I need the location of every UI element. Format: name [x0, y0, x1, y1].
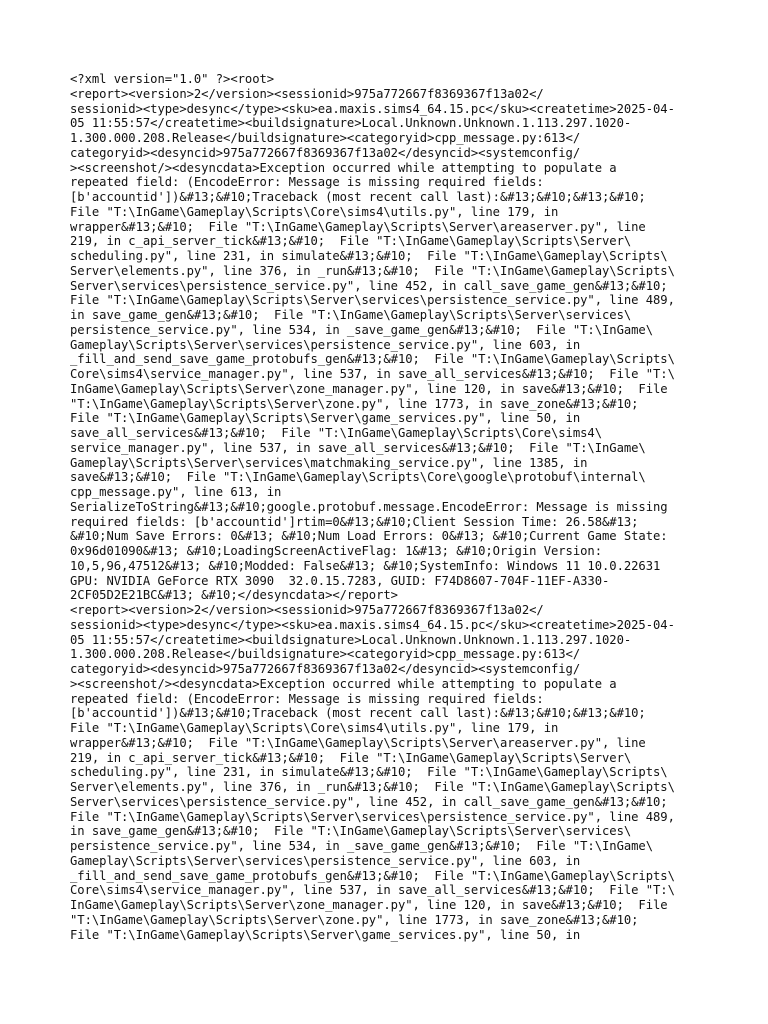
- text-line: &#10;Num Save Errors: 0&#13; &#10;Num Load Errors: 0&#13; &#10;Current Game State:: [70, 529, 668, 544]
- text-line: SerializeToString&#13;&#10;google.protobuf.message.EncodeError: Message is missing: [70, 499, 668, 514]
- text-line: 219, in c_api_server_tick&#13;&#10; File "T:\InGame\Gameplay\Scripts\Server\: [70, 750, 632, 765]
- text-line: File "T:\InGame\Gameplay\Scripts\Core\sims4\utils.py", line 179, in: [70, 204, 559, 219]
- text-line: [b'accountid'])&#13;&#10;Traceback (most recent call last):&#13;&#10;&#13;&#10;: [70, 190, 646, 204]
- text-line: persistence_service.py", line 534, in _save_game_gen&#13;&#10; File "T:\InGame\: [70, 322, 654, 337]
- text-line: Gameplay\Scripts\Server\services\matchmaking_service.py", line 1385, in: [70, 455, 588, 470]
- text-line: InGame\Gameplay\Scripts\Server\zone_manager.py", line 120, in save&#13;&#10; File: [70, 898, 668, 912]
- text-line: 10,5,96,47512&#13; &#10;Modded: False&#13; &#10;SystemInfo: Windows 11 10.0.22631: [70, 558, 661, 573]
- text-line: 1.300.000.208.Release</buildsignature><categoryid>cpp_message.py:613</: [70, 647, 581, 662]
- text-line: _fill_and_send_save_game_protobufs_gen&#13;&#10; File "T:\InGame\Gameplay\Scripts\: [70, 352, 675, 367]
- text-line: service_manager.py", line 537, in save_all_services&#13;&#10; File "T:\InGame\: [70, 440, 646, 455]
- text-line: repeated field: (EncodeError: Message is missing required fields:: [70, 691, 544, 706]
- text-line: 219, in c_api_server_tick&#13;&#10; File "T:\InGame\Gameplay\Scripts\Server\: [70, 234, 632, 249]
- text-line: Gameplay\Scripts\Server\services\persistence_service.py", line 603, in: [70, 853, 581, 868]
- text-line: scheduling.py", line 231, in simulate&#13;&#10; File "T:\InGame\Gameplay\Scripts\: [70, 249, 668, 263]
- text-line: save_all_services&#13;&#10; File "T:\InGame\Gameplay\Scripts\Core\sims4\: [70, 426, 602, 440]
- text-line: in save_game_gen&#13;&#10; File "T:\InGame\Gameplay\Scripts\Server\services\: [70, 308, 632, 322]
- text-line: <report><version>2</version><sessionid>975a772667f8369367f13a02</: [70, 86, 544, 101]
- text-line: Core\sims4\service_manager.py", line 537, in save_all_services&#13;&#10; File "T:\: [70, 883, 675, 898]
- text-line: in save_game_gen&#13;&#10; File "T:\InGame\Gameplay\Scripts\Server\services\: [70, 824, 632, 839]
- text-line: File "T:\InGame\Gameplay\Scripts\Server\game_services.py", line 50, in: [70, 927, 581, 942]
- text-line: cpp_message.py", line 613, in: [70, 485, 282, 499]
- text-line: _fill_and_send_save_game_protobufs_gen&#13;&#10; File "T:\InGame\Gameplay\Scripts\: [70, 868, 675, 883]
- text-line: categoryid><desyncid>975a772667f8369367f13a02</desyncid><systemconfig/: [70, 145, 581, 160]
- text-line: persistence_service.py", line 534, in _save_game_gen&#13;&#10; File "T:\InGame\: [70, 839, 654, 853]
- text-line: Server\services\persistence_service.py", line 452, in call_save_game_gen&#13;&#10;: [70, 794, 668, 809]
- text-line: Server\services\persistence_service.py", line 452, in call_save_game_gen&#13;&#10;: [70, 278, 668, 293]
- text-line: Server\elements.py", line 376, in _run&#13;&#10; File "T:\InGame\Gameplay\Scripts\: [70, 780, 675, 794]
- text-line: wrapper&#13;&#10; File "T:\InGame\Gameplay\Scripts\Server\areaserver.py", line: [70, 735, 646, 750]
- text-line: "T:\InGame\Gameplay\Scripts\Server\zone.py", line 1773, in save_zone&#13;&#10;: [70, 912, 639, 927]
- text-line: File "T:\InGame\Gameplay\Scripts\Server\services\persistence_service.py", line 489,: [70, 293, 675, 308]
- text-line: sessionid><type>desync</type><sku>ea.maxis.sims4_64.15.pc</sku><createtime>2025-04-: [70, 101, 675, 116]
- xml-log-text: [70, 72, 710, 942]
- text-line: 05 11:55:57</createtime><buildsignature>Local.Unknown.Unknown.1.113.297.1020-: [70, 632, 632, 647]
- text-line: Gameplay\Scripts\Server\services\persistence_service.py", line 603, in: [70, 337, 581, 352]
- text-line: InGame\Gameplay\Scripts\Server\zone_manager.py", line 120, in save&#13;&#10; File: [70, 381, 668, 396]
- text-line: 0x96d01090&#13; &#10;LoadingScreenActiveFlag: 1&#13; &#10;Origin Version:: [70, 544, 602, 558]
- text-line: [b'accountid'])&#13;&#10;Traceback (most recent call last):&#13;&#10;&#13;&#10;: [70, 706, 646, 721]
- text-line: Server\elements.py", line 376, in _run&#13;&#10; File "T:\InGame\Gameplay\Scripts\: [70, 263, 675, 278]
- text-line: 1.300.000.208.Release</buildsignature><categoryid>cpp_message.py:613</: [70, 131, 581, 145]
- text-line: 2CF05D2E21BC&#13; &#10;</desyncdata></report>: [70, 588, 398, 603]
- text-line: repeated field: (EncodeError: Message is missing required fields:: [70, 175, 544, 190]
- text-line: "T:\InGame\Gameplay\Scripts\Server\zone.py", line 1773, in save_zone&#13;&#10;: [70, 396, 639, 411]
- text-line: categoryid><desyncid>975a772667f8369367f13a02</desyncid><systemconfig/: [70, 662, 581, 676]
- text-line: wrapper&#13;&#10; File "T:\InGame\Gameplay\Scripts\Server\areaserver.py", line: [70, 219, 646, 234]
- text-line: ><screenshot/><desyncdata>Exception occurred while attempting to populate a: [70, 676, 617, 691]
- text-line: File "T:\InGame\Gameplay\Scripts\Server\services\persistence_service.py", line 489,: [70, 809, 675, 824]
- text-line: sessionid><type>desync</type><sku>ea.maxis.sims4_64.15.pc</sku><createtime>2025-04-: [70, 617, 675, 632]
- text-line: save&#13;&#10; File "T:\InGame\Gameplay\Scripts\Core\google\protobuf\internal\: [70, 470, 646, 485]
- text-line: <?xml version="1.0" ?><root>: [70, 72, 275, 86]
- text-line: Core\sims4\service_manager.py", line 537, in save_all_services&#13;&#10; File "T:\: [70, 367, 675, 381]
- text-line: 05 11:55:57</createtime><buildsignature>Local.Unknown.Unknown.1.113.297.1020-: [70, 116, 632, 131]
- text-line: File "T:\InGame\Gameplay\Scripts\Server\game_services.py", line 50, in: [70, 411, 581, 426]
- text-line: ><screenshot/><desyncdata>Exception occurred while attempting to populate a: [70, 160, 617, 175]
- text-line: required fields: [b'accountid']rtim=0&#13;&#10;Client Session Time: 26.58&#13;: [70, 514, 639, 529]
- text-line: GPU: NVIDIA GeForce RTX 3090 32.0.15.7283, GUID: F74D8607-704F-11EF-A330-: [70, 573, 610, 588]
- text-line: File "T:\InGame\Gameplay\Scripts\Core\sims4\utils.py", line 179, in: [70, 721, 559, 735]
- text-line: scheduling.py", line 231, in simulate&#13;&#10; File "T:\InGame\Gameplay\Scripts\: [70, 765, 668, 780]
- text-line: <report><version>2</version><sessionid>975a772667f8369367f13a02</: [70, 603, 544, 617]
